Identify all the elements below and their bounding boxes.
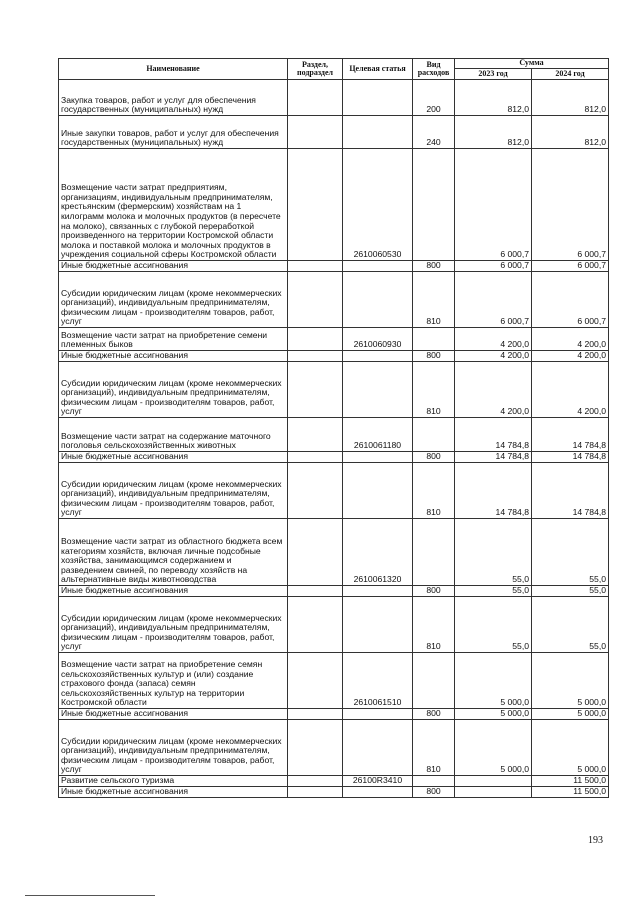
cell-kind: 800 — [413, 452, 455, 463]
cell-name: Иные бюджетные ассигнования — [59, 709, 288, 720]
cell-name: Возмещение части затрат на приобретение семян сельскохозяйственных культур и (или) создание страхового фонда (запаса) семян сельскохозяйственных культур на территории Костромской области — [59, 653, 288, 709]
cell-2024: 14 784,8 — [532, 463, 609, 519]
cell-target — [343, 80, 413, 116]
cell-2024: 11 500,0 — [532, 776, 609, 787]
cell-target — [343, 720, 413, 776]
cell-name: Возмещение части затрат из областного бюджета всем категориям хозяйств, включая личные подсобные хозяйства, занимающимся содержанием и разведением свиней, по переводу хозяйств на альтернативные виды животноводства — [59, 519, 288, 586]
table-row — [59, 519, 609, 586]
cell-2023: 14 784,8 — [455, 418, 532, 452]
table-body — [59, 80, 609, 798]
cell-name: Иные закупки товаров, работ и услуг для обеспечения государственных (муниципальных) нужд — [59, 116, 288, 149]
cell-2024: 6 000,7 — [532, 261, 609, 272]
table-row — [59, 452, 609, 463]
cell-target: 2610061180 — [343, 418, 413, 452]
cell-section — [288, 351, 343, 362]
cell-2023: 4 200,0 — [455, 328, 532, 351]
cell-2023: 55,0 — [455, 586, 532, 597]
cell-target — [343, 452, 413, 463]
cell-2024: 6 000,7 — [532, 272, 609, 328]
cell-name: Иные бюджетные ассигнования — [59, 586, 288, 597]
cell-2024: 14 784,8 — [532, 418, 609, 452]
cell-target — [343, 463, 413, 519]
cell-kind: 800 — [413, 709, 455, 720]
cell-name: Субсидии юридическим лицам (кроме некоммерческих организаций), индивидуальным предпринимателям, физическим лицам - производителям товаров, работ, услуг — [59, 463, 288, 519]
cell-target — [343, 586, 413, 597]
cell-section — [288, 452, 343, 463]
table-row — [59, 463, 609, 519]
cell-kind: 810 — [413, 362, 455, 418]
cell-kind — [413, 328, 455, 351]
cell-2023: 6 000,7 — [455, 261, 532, 272]
cell-section — [288, 116, 343, 149]
table-row — [59, 272, 609, 328]
cell-target — [343, 261, 413, 272]
cell-2024: 55,0 — [532, 519, 609, 586]
cell-name: Субсидии юридическим лицам (кроме некоммерческих организаций), индивидуальным предпринимателям, физическим лицам - производителям товаров, работ, услуг — [59, 272, 288, 328]
cell-target — [343, 362, 413, 418]
cell-kind: 810 — [413, 597, 455, 653]
cell-2023: 14 784,8 — [455, 463, 532, 519]
cell-target: 2610061510 — [343, 653, 413, 709]
cell-2024: 4 200,0 — [532, 362, 609, 418]
cell-section — [288, 720, 343, 776]
table-row — [59, 418, 609, 452]
cell-section — [288, 787, 343, 798]
cell-section — [288, 80, 343, 116]
cell-kind: 810 — [413, 272, 455, 328]
cell-target: 2610060530 — [343, 149, 413, 261]
cell-section — [288, 272, 343, 328]
header-section: Раздел, подраздел — [288, 59, 343, 80]
page-number: 193 — [588, 835, 603, 846]
table-row — [59, 149, 609, 261]
cell-2024: 812,0 — [532, 80, 609, 116]
cell-kind: 810 — [413, 463, 455, 519]
cell-kind: 200 — [413, 80, 455, 116]
cell-2024: 6 000,7 — [532, 149, 609, 261]
header-2023: 2023 год — [455, 69, 532, 80]
cell-target — [343, 787, 413, 798]
cell-section — [288, 776, 343, 787]
cell-name: Субсидии юридическим лицам (кроме некоммерческих организаций), индивидуальным предпринимателям, физическим лицам - производителям товаров, работ, услуг — [59, 597, 288, 653]
cell-2024: 55,0 — [532, 597, 609, 653]
cell-2023: 5 000,0 — [455, 720, 532, 776]
header-name: Наименование — [59, 59, 288, 80]
header-2024: 2024 год — [532, 69, 609, 80]
cell-kind: 800 — [413, 351, 455, 362]
cell-kind: 800 — [413, 787, 455, 798]
table-row — [59, 586, 609, 597]
cell-section — [288, 149, 343, 261]
cell-name: Иные бюджетные ассигнования — [59, 787, 288, 798]
cell-name: Возмещение части затрат предприятиям, организациям, индивидуальным предпринимателям, крестьянским (фермерским) хозяйствам на 1 килограмм молока и молочных продуктов (в пересчете на молоко), связанных с глубокой переработкой произведенного на территории Костромской области молока и поставкой молока и молочных продуктов в учреждения социальной сферы Костромской области — [59, 149, 288, 261]
cell-2023: 6 000,7 — [455, 272, 532, 328]
cell-2023: 5 000,0 — [455, 653, 532, 709]
cell-kind — [413, 149, 455, 261]
cell-name: Возмещение части затрат на содержание маточного поголовья сельскохозяйственных животных — [59, 418, 288, 452]
table-row — [59, 328, 609, 351]
cell-2023: 4 200,0 — [455, 362, 532, 418]
cell-section — [288, 586, 343, 597]
cell-kind — [413, 776, 455, 787]
cell-section — [288, 463, 343, 519]
cell-target — [343, 709, 413, 720]
cell-section — [288, 519, 343, 586]
table-row — [59, 720, 609, 776]
cell-2024: 5 000,0 — [532, 709, 609, 720]
table-row — [59, 653, 609, 709]
table-row — [59, 362, 609, 418]
table-row — [59, 709, 609, 720]
cell-name: Закупка товаров, работ и услуг для обеспечения государственных (муниципальных) нужд — [59, 80, 288, 116]
cell-2024: 14 784,8 — [532, 452, 609, 463]
cell-section — [288, 653, 343, 709]
cell-target — [343, 116, 413, 149]
cell-target — [343, 272, 413, 328]
cell-target — [343, 351, 413, 362]
table-row — [59, 787, 609, 798]
cell-2024: 812,0 — [532, 116, 609, 149]
cell-2023 — [455, 776, 532, 787]
budget-table — [58, 58, 609, 798]
cell-2023: 812,0 — [455, 80, 532, 116]
cell-2024: 4 200,0 — [532, 328, 609, 351]
cell-section — [288, 362, 343, 418]
cell-target: 2610061320 — [343, 519, 413, 586]
table-row — [59, 776, 609, 787]
cell-kind: 240 — [413, 116, 455, 149]
table-row — [59, 597, 609, 653]
cell-target: 26100R3410 — [343, 776, 413, 787]
cell-name: Возмещение части затрат на приобретение семени племенных быков — [59, 328, 288, 351]
cell-2023 — [455, 787, 532, 798]
cell-2023: 5 000,0 — [455, 709, 532, 720]
cell-name: Иные бюджетные ассигнования — [59, 452, 288, 463]
footnote-rule — [25, 895, 155, 896]
cell-2023: 4 200,0 — [455, 351, 532, 362]
cell-kind — [413, 519, 455, 586]
cell-name: Иные бюджетные ассигнования — [59, 351, 288, 362]
cell-2024: 11 500,0 — [532, 787, 609, 798]
cell-name: Субсидии юридическим лицам (кроме некоммерческих организаций), индивидуальным предпринимателям, физическим лицам - производителям товаров, работ, услуг — [59, 720, 288, 776]
cell-section — [288, 418, 343, 452]
cell-2024: 5 000,0 — [532, 720, 609, 776]
cell-2023: 55,0 — [455, 519, 532, 586]
cell-2024: 55,0 — [532, 586, 609, 597]
cell-2023: 812,0 — [455, 116, 532, 149]
cell-name: Субсидии юридическим лицам (кроме некоммерческих организаций), индивидуальным предпринимателям, физическим лицам - производителям товаров, работ, услуг — [59, 362, 288, 418]
cell-kind: 800 — [413, 586, 455, 597]
table-row — [59, 351, 609, 362]
cell-2024: 4 200,0 — [532, 351, 609, 362]
cell-name: Развитие сельского туризма — [59, 776, 288, 787]
cell-name: Иные бюджетные ассигнования — [59, 261, 288, 272]
cell-target — [343, 597, 413, 653]
cell-section — [288, 328, 343, 351]
cell-2023: 14 784,8 — [455, 452, 532, 463]
table-row — [59, 80, 609, 116]
table-row — [59, 261, 609, 272]
cell-2024: 5 000,0 — [532, 653, 609, 709]
table-row — [59, 116, 609, 149]
cell-kind: 810 — [413, 720, 455, 776]
header-kind: Вид расходов — [413, 59, 455, 80]
header-sum: Сумма — [455, 59, 609, 69]
cell-section — [288, 709, 343, 720]
cell-kind: 800 — [413, 261, 455, 272]
cell-section — [288, 597, 343, 653]
header-target: Целевая статья — [343, 59, 413, 80]
cell-section — [288, 261, 343, 272]
cell-2023: 55,0 — [455, 597, 532, 653]
cell-kind — [413, 418, 455, 452]
cell-target: 2610060930 — [343, 328, 413, 351]
cell-2023: 6 000,7 — [455, 149, 532, 261]
cell-kind — [413, 653, 455, 709]
